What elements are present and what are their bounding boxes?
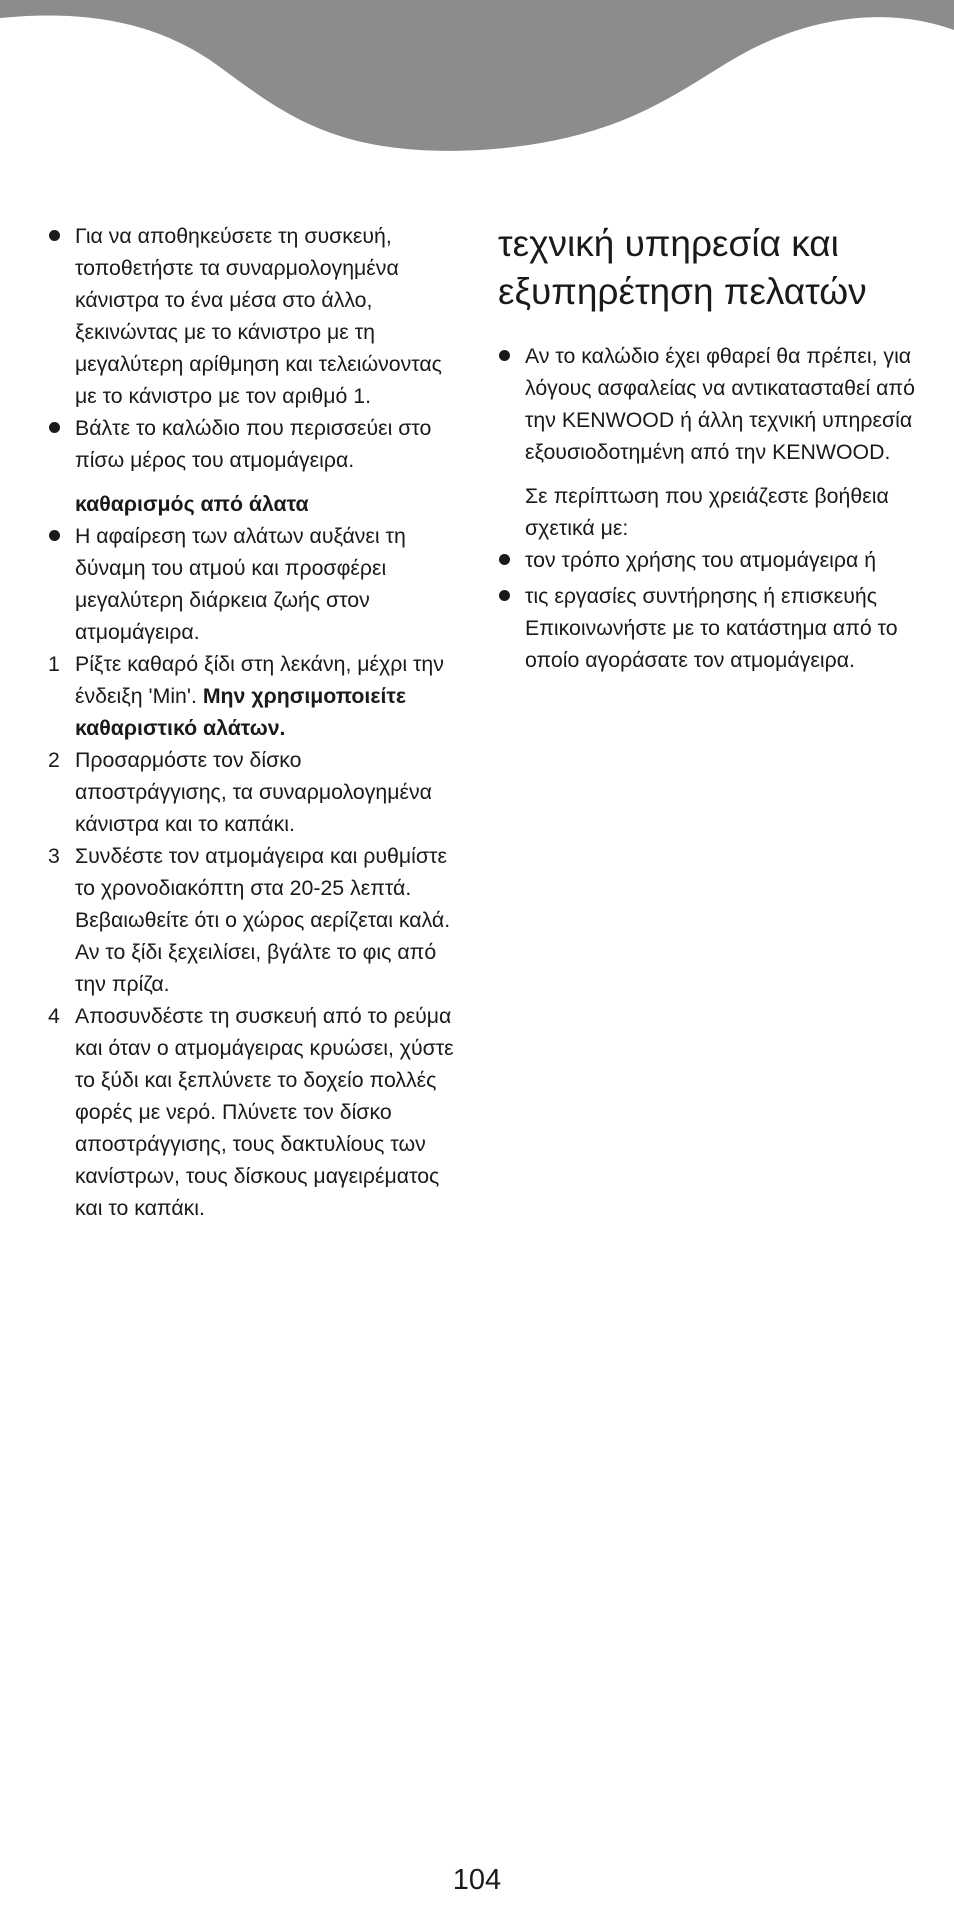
bullet-text: Αν το καλώδιο έχει φθαρεί θα πρέπει, για λόγους ασφαλείας να αντικατασταθεί από την KENWOOD ή άλλη τεχνική υπηρεσία εξουσιοδοτημένη από την KENWOOD. <box>525 344 915 464</box>
step-item-2 <box>48 744 456 840</box>
bullet-icon <box>49 422 60 433</box>
step-text: Προσαρμόστε τον δίσκο αποστράγγισης, τα συναρμολογημένα κάνιστρα και το καπάκι. <box>75 748 432 836</box>
title-line: εξυπηρέτηση πελατών <box>498 271 867 312</box>
step-text: Ρίξτε καθαρό ξίδι στη λεκάνη, μέχρι την ένδειξη 'Min'. <box>75 652 444 708</box>
step-warning: Μην χρησιμοποιείτε καθαριστικό αλάτων. <box>75 684 406 740</box>
bullet-item-usage <box>498 544 918 576</box>
bullet-icon <box>499 590 510 601</box>
header-wave-shape <box>0 0 954 151</box>
bullet-icon <box>49 230 60 241</box>
bullet-text: Η αφαίρεση των αλάτων αυξάνει τη δύναμη του ατμού και προσφέρει μεγαλύτερη διάρκεια ζωής στον ατμομάγειρα. <box>75 524 406 644</box>
right-column <box>498 220 918 676</box>
bullet-icon <box>49 530 60 541</box>
left-column <box>48 220 456 1224</box>
step-text: Συνδέστε τον ατμομάγειρα και ρυθμίστε το χρονοδιακόπτη στα 20-25 λεπτά. Βεβαιωθείτε ότι ο χώρος αερίζεται καλά. Αν το ξίδι ξεχειλίσει, βγάλτε το φις από την πρίζα. <box>75 844 451 996</box>
bullet-icon <box>499 350 510 361</box>
step-number: 1 <box>48 652 60 676</box>
step-number: 2 <box>48 748 60 772</box>
bullet-text: Για να αποθηκεύσετε τη συσκευή, τοποθετήστε τα συναρμολογημένα κάνιστρα το ένα μέσα στο άλλο, ξεκινώντας με το κάνιστρο με τη μεγαλύτερη αρίθμηση και τελειώνοντας με το κάνιστρο με τον αριθμό 1. <box>75 224 442 408</box>
page-number: 104 <box>452 1864 502 1896</box>
contact-text: Επικοινωνήστε με το κατάστημα από το οποίο αγοράσατε τον ατμομάγειρα. <box>525 616 898 672</box>
bullet-text: τον τρόπο χρήσης του ατμομάγειρα ή <box>525 548 877 572</box>
help-intro: Σε περίπτωση που χρειάζεστε βοήθεια σχετικά με: <box>525 484 889 540</box>
step-item-3 <box>48 840 456 1000</box>
bullet-item-cable <box>48 412 456 476</box>
bullet-text: Βάλτε το καλώδιο που περισσεύει στο πίσω μέρος του ατμομάγειρα. <box>75 416 432 472</box>
step-item-1 <box>48 648 456 744</box>
step-item-4 <box>48 1000 456 1224</box>
bullet-icon <box>499 554 510 565</box>
bullet-item-cable-damage <box>498 340 918 468</box>
bullet-item-storage <box>48 220 456 412</box>
section-title-service <box>498 220 918 316</box>
step-number: 3 <box>48 844 60 868</box>
title-line: τεχνική υπηρεσία και <box>498 223 839 264</box>
step-number: 4 <box>48 1004 60 1028</box>
bullet-item-descaling <box>48 520 456 648</box>
bullet-text: τις εργασίες συντήρησης ή επισκευής <box>525 584 877 608</box>
section-heading-descaling: καθαρισμός από άλατα <box>75 492 309 516</box>
bullet-item-maintenance <box>498 580 918 612</box>
header-wave <box>0 0 954 160</box>
step-text: Αποσυνδέστε τη συσκευή από το ρεύμα και όταν ο ατμομάγειρας κρυώσει, χύστε το ξύδι και ξεπλύνετε το δοχείο πολλές φορές με νερό. Πλύνετε τον δίσκο αποστράγγισης, τους δακτυλίους των κανίστρων, τους δίσκους μαγειρέματος και το καπάκι. <box>75 1004 454 1220</box>
